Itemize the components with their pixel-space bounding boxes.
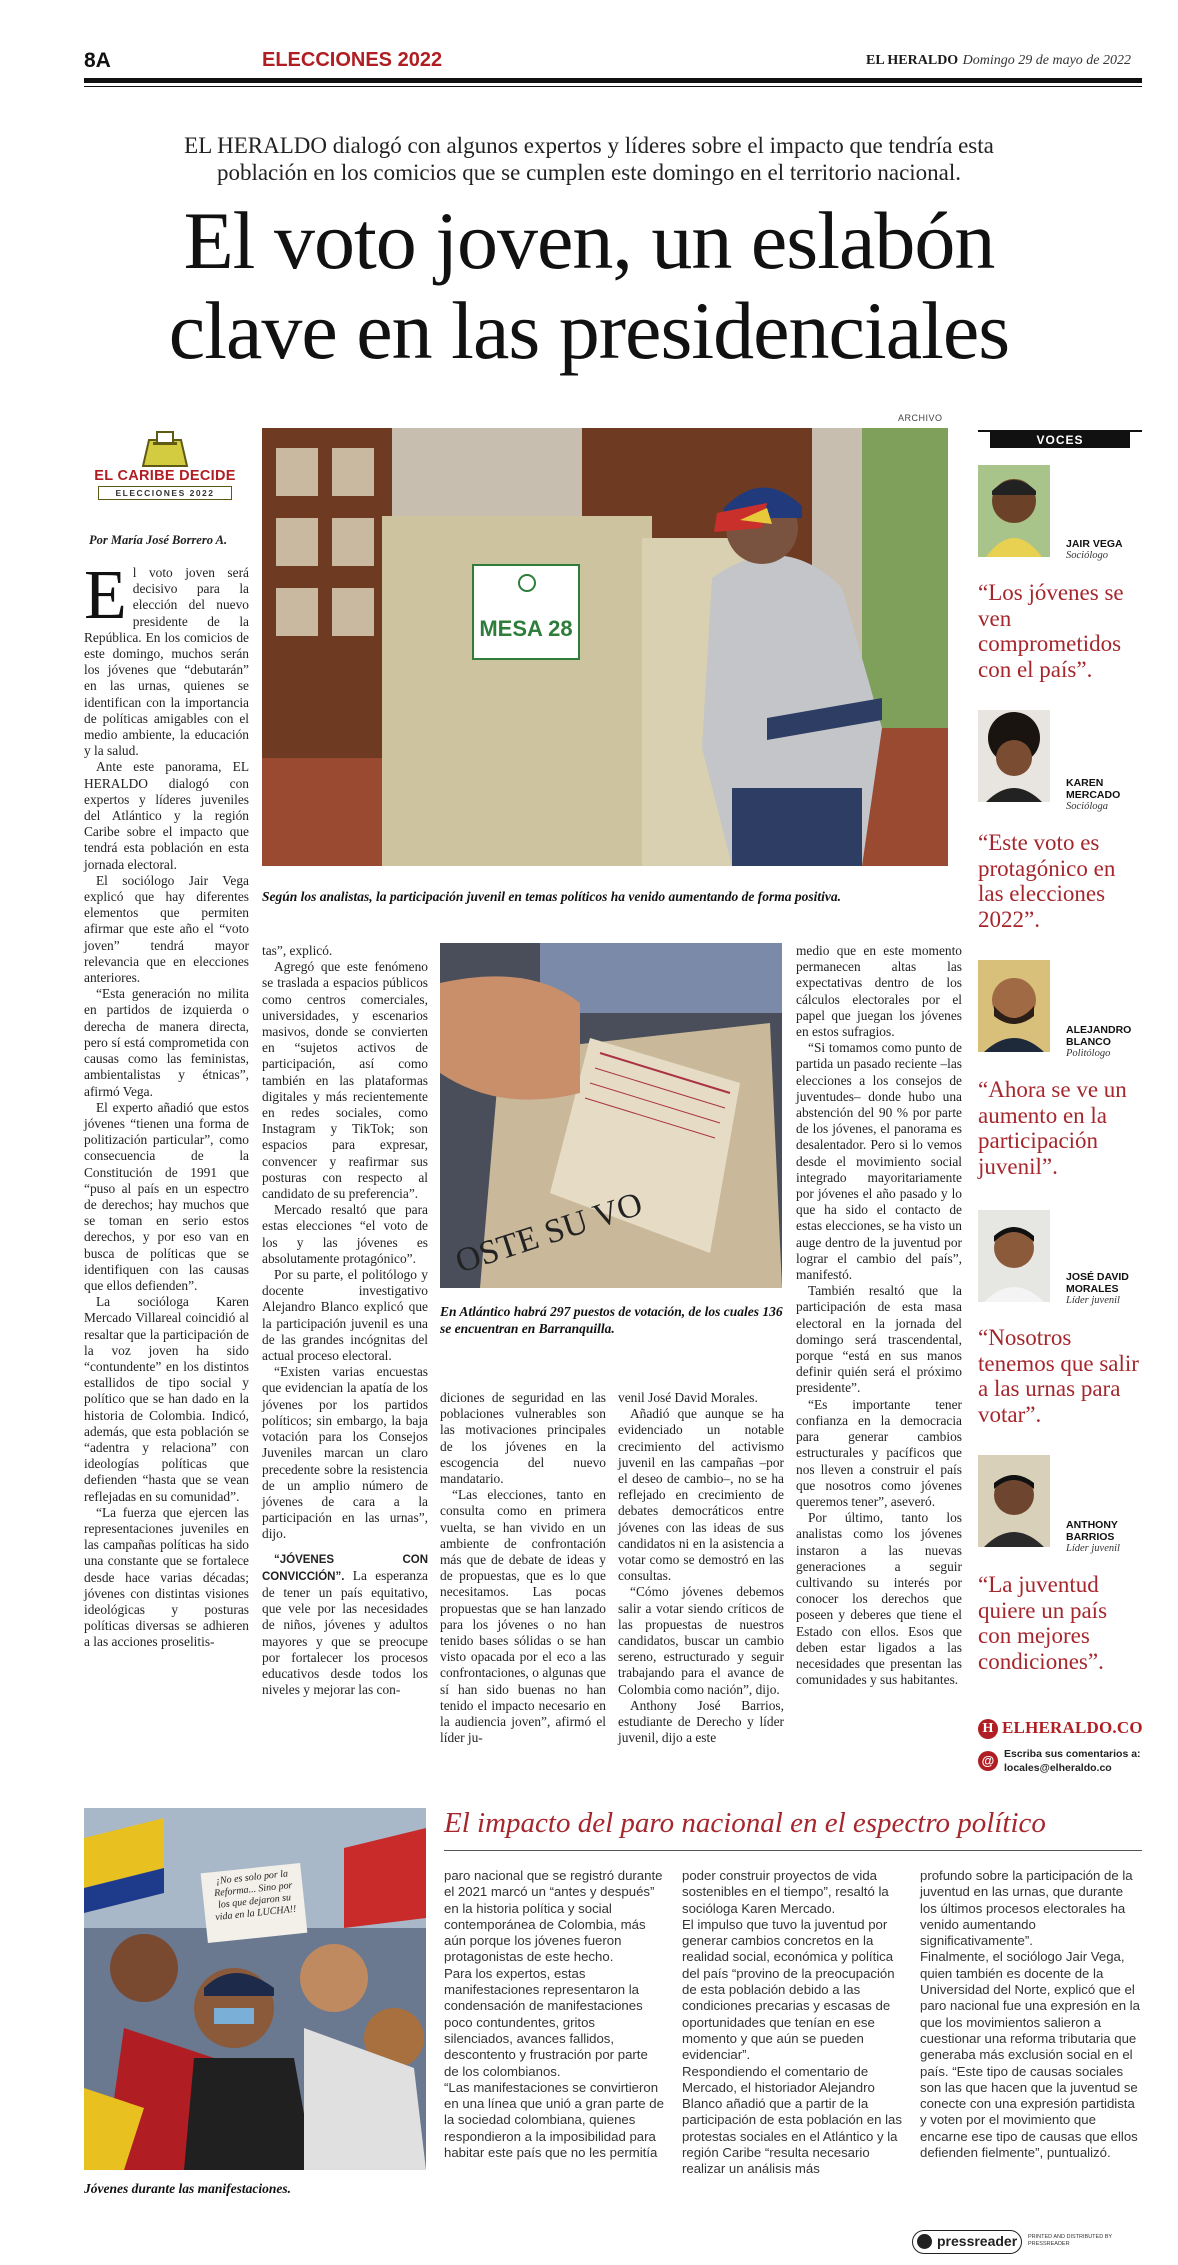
protest-photo-caption: Jóvenes durante las manifestaciones. <box>84 2181 292 2196</box>
header-meta <box>866 52 1131 69</box>
badge-title: EL CARIBE DECIDE <box>94 468 236 484</box>
col2-paragraph: Por su parte, el politólogo y docente investigativo Alejandro Blanco explicó que la participación juvenil es una de las grandes incógnitas del actual proceso electoral. <box>262 1267 428 1364</box>
protest-photo <box>84 1808 426 2170</box>
protest-sign: ¡No es solo por la Reforma... Sino por los que dejaron su vida en la LUCHA!! <box>213 1868 297 1924</box>
sidebar-col2-paragraph: poder construir proyectos de vida sostenibles en el tiempo”, resaltó la socióloga Karen Mercado. <box>682 1868 889 1916</box>
ballot-photo-caption: En Atlántico habrá 297 puestos de votación, de los cuales 136 se encuentran en Barranquilla. <box>440 1304 783 1336</box>
voice-role: Líder juvenil <box>1066 1295 1120 1306</box>
pressreader-logo[interactable] <box>912 2230 1022 2254</box>
col2-subhead: “JÓVENES CON CONVICCIÓN”. <box>262 1553 428 1583</box>
sidebar-headline: El impacto del paro nacional en el espectro político <box>444 1807 1046 1839</box>
headline-line-1: El voto joven, un eslabón <box>183 195 995 286</box>
voting-booth-illustration <box>262 428 948 866</box>
comment-prompt: Escriba sus comentarios a: <box>1004 1748 1141 1760</box>
article-deck: EL HERALDO dialogó con algunos expertos y líderes sobre el impacto que tendría esta población en los comicios que se cumplen este domingo en el territorio nacional. <box>184 133 994 185</box>
voice-quote: “Ahora se ve un aumento en la participación juvenil”. <box>978 1077 1127 1179</box>
col3-paragraph: “Las elecciones, tanto en consulta como en primera vuelta, se han vivido en un ambiente de confrontación más que de debate de ideas y de propuestas, que es lo que necesitamos. Las pocas propuestas que se han lanzado para los jóvenes o no han tenido bases sólidas o se han visto opacada por el eco a las confrontaciones, o algunas que sí han sido buenas no han tenido el impacto necesario en la audiencia joven”, afirmó el líder ju- <box>440 1487 606 1746</box>
col2-subhead-paragraph <box>262 1551 428 1699</box>
section-title: ELECCIONES 2022 <box>262 49 443 71</box>
paper-name: EL HERALDO <box>866 53 959 68</box>
drop-cap: E <box>84 557 127 634</box>
email-icon: @ <box>978 1751 998 1771</box>
sidebar-column-3 <box>920 1868 1142 2161</box>
ballot-box-icon <box>135 430 195 468</box>
voice-role: Socióloga <box>1066 801 1108 812</box>
col1-paragraph: “La fuerza que ejercen las representaciones juveniles en las campañas políticas ha sido una constante que se fortalece desde hace varias décadas; jóvenes con distintas visiones ideológicas y posturas políticas diversas se adhieren a las acciones proselitis- <box>84 1504 249 1650</box>
voice-role: Politólogo <box>1066 1048 1111 1059</box>
article-headline <box>60 196 1118 376</box>
sidebar-col2-paragraph: El impulso que tuvo la juventud por generar cambios concretos en la realidad social, económica y política del país “provino de la preocupación de esta población debido a las condiciones precarias y escasas de oportunidades que tenían en ese momento y que aún se pueden evidenciar”. <box>682 1916 895 2063</box>
caribe-decide-badge <box>84 430 246 502</box>
avatar-jose-david-morales <box>978 1210 1050 1302</box>
col1-paragraph: El sociólogo Jair Vega explicó que hay diferentes elementos que permiten afirmar que este año el “voto joven” tendrá mayor relevancia que en elecciones anteriores. <box>84 872 249 986</box>
sidebar-headline-rule <box>444 1850 1142 1851</box>
svg-text:OSTE SU VO: OSTE SU VO <box>451 1185 647 1281</box>
article-column-5 <box>796 943 962 1688</box>
col4-paragraph: venil José David Morales. <box>618 1390 758 1405</box>
article-column-4 <box>618 1390 784 1746</box>
voice-quote: “La juventud quiere un país con mejores condiciones”. <box>978 1572 1108 1674</box>
col2-subhead-text: La esperanza de tener un país equitativo, que vele por las necesidades de niños, jóvenes y adultos mayores y que se preocupe por fortalecer los procesos educativos desde todos los niveles y mejorar las con- <box>262 1567 428 1698</box>
voice-name: KAREN MERCADO <box>1066 777 1121 801</box>
mesa-sign <box>472 564 580 660</box>
main-photo-caption: Según los analistas, la participación juvenil en temas políticos ha venido aumentando de forma positiva. <box>262 889 842 904</box>
ballot-photo <box>440 943 782 1288</box>
sidebar-col1-paragraph: “Las manifestaciones se convirtieron en una línea que unió a gran parte de la sociedad colombiana, quienes respondieron a la imposibilidad para habitar este país que no les permitía <box>444 2079 664 2161</box>
col5-paragraph: “Si tomamos como punto de partida un pasado reciente –las elecciones a los consejos de juventudes– donde hubo una abstención del 90 % por parte de los jóvenes, el panorama es desalentador. Pero si lo vemos desde el movimiento social integrado mayoritariamente por jóvenes el año pasado y lo que ha sido el contacto de estas elecciones, se ha visto un auge dentro de la juventud por lograr el cambio del país”, manifestó. <box>796 1040 962 1283</box>
col1-paragraph: Ante este panorama, EL HERALDO dialogó con expertos y líderes juveniles del Atlántico y la región Caribe sobre el impacto que tendrá esta población en esta jornada electoral. <box>84 759 249 872</box>
col5-paragraph: Por último, tanto los analistas como los jóvenes instaron a las nuevas generaciones a seguir cultivando su interés por conocer los derechos que poseen y deberes que tiene el Estado con ellos. Esos que deben estar ligados a las necesidades que presentan las comunidades y sus habitantes. <box>796 1510 962 1688</box>
pressreader-fine-print: PRINTED AND DISTRIBUTED BY PRESSREADER <box>1028 2234 1112 2247</box>
pressreader-wordmark: pressreader <box>937 2233 1018 2249</box>
col2-paragraph: Agregó que este fenómeno se traslada a espacios públicos como centros comerciales, universidades, y escenarios masivos, donde se convierten en “sujetos activos de participación, así como también en las plataformas digitales y más recientemente en redes sociales, como Instagram y TikTok; son espacios para expresar, convencer y reafirmar sus posturas con respecto al candidato de su preferencia”. <box>262 959 428 1202</box>
main-photo <box>262 428 948 866</box>
voice-name: JOSÉ DAVID MORALES <box>1066 1271 1129 1295</box>
protest-illustration <box>84 1808 426 2170</box>
ballot-illustration <box>440 943 782 1288</box>
site-logo[interactable] <box>978 1718 1142 1740</box>
col1-paragraph: La socióloga Karen Mercado Villareal coincidió al resaltar que la participación de la voz joven ha sido “contundente” en los distintos estallidos de tipo social y político que se han dado en la historia de Colombia. Indicó, además, que esta población se “adentra y relaciona” con ideologías políticas que defienden “hasta que se vean reflejadas en su comunidad”. <box>84 1294 249 1504</box>
avatar-anthony-barrios <box>978 1455 1050 1547</box>
comment-block <box>978 1747 1142 1777</box>
mesa-sign-label: MESA 28 <box>479 616 573 641</box>
voice-quote: “Este voto es protagónico en las elecciones 2022”. <box>978 830 1116 932</box>
voices-title: VOCES <box>990 432 1130 448</box>
issue-date: Domingo 29 de mayo de 2022 <box>962 53 1132 68</box>
col4-paragraph: “Cómo jóvenes debemos salir a votar siendo críticos de las propuestas de nuestros candidatos, buscar un cambio sereno, estructurado y seguir trabajando para el avance de Colombia como nación”, dijo. <box>618 1584 784 1697</box>
byline: Por María José Borrero A. <box>89 533 228 547</box>
col3-paragraph: diciones de seguridad en las poblaciones vulnerables son las motivaciones principales de los jóvenes en la escogencia del nuevo mandatario. <box>440 1390 606 1487</box>
col2-paragraph: “Existen varias encuestas que evidencian la apatía de los jóvenes por los partidos políticos; sin embargo, la baja votación para los Consejos Juveniles marcan un claro precedente sobre la resistencia de un amplio número de jóvenes de cara a la participación en las urnas”, dijo. <box>262 1364 428 1542</box>
col5-paragraph: medio que en este momento permanecen altas las expectativas dentro de los cálculos electorales por el papel que juegan los jóvenes en estos sufragios. <box>796 943 962 1040</box>
col2-paragraph: tas”, explicó. <box>262 943 333 958</box>
sidebar-column-2 <box>682 1868 904 2178</box>
avatar-jair-vega <box>978 465 1050 557</box>
comment-email-link[interactable]: locales@elheraldo.co <box>1004 1762 1112 1774</box>
col4-paragraph: Añadió que aunque se ha evidenciado un notable crecimiento del activismo juvenil en las campañas –por el deseo de cambio–, no se ha reflejado en crecimiento de debates democráticos entre jóvenes con las ideas de sus candidatos ni en la asistencia a votar como se demostró en las consultas. <box>618 1406 784 1584</box>
col5-paragraph: “Es importante tener confianza en la democracia para generar cambios estructurales y pacíficos que nos lleven a construir el país que nosotros como jóvenes queremos tener”, aseveró. <box>796 1396 962 1509</box>
article-column-3 <box>440 1390 606 1746</box>
badge-subtitle: ELECCIONES 2022 <box>98 486 232 500</box>
col1-paragraph: “Esta generación no milita en partidos de izquierda o derecha de manera directa, pero sí está comprometida con causas como las feministas, ambientalistas y étnicas”, afirmó Vega. <box>84 986 249 1099</box>
registraduria-icon <box>518 574 536 592</box>
photo-credit: ARCHIVO <box>898 413 943 423</box>
col4-paragraph: Anthony José Barrios, estudiante de Derecho y líder juvenil, dijo a este <box>618 1697 784 1746</box>
sidebar-column-1 <box>444 1868 666 2161</box>
avatar-alejandro-blanco <box>978 960 1050 1052</box>
sidebar-col3-paragraph: profundo sobre la participación de la juventud en las urnas, que durante los últimos procesos electorales ha venido aumentando significativamente”. <box>920 1868 1133 1949</box>
voice-quote: “Nosotros tenemos que salir a las urnas para votar”. <box>978 1325 1139 1427</box>
voice-role: Líder juvenil <box>1066 1543 1120 1554</box>
voice-name: JAIR VEGA <box>1066 538 1123 550</box>
col5-paragraph: También resaltó que la participación de esta masa electoral en la jornada del domingo será trascendental, porque “está en sus manos definir quién será el próximo presidente”. <box>796 1283 962 1396</box>
sidebar-col2-paragraph: Respondiendo el comentario de Mercado, el historiador Alejandro Blanco añadió que a partir de la participación de esta población en las protestas sociales en el Atlántico y la región Caribe “resulta necesario realizar un análisis más <box>682 2063 902 2177</box>
sidebar-col1-paragraph: Para los expertos, estas manifestaciones representaron la condensación de manifestaciones poco contundentes, gritos silenciados, avances fallidos, descontento y frustración por parte de los colombianos. <box>444 1965 648 2079</box>
site-logo-icon: H <box>978 1719 998 1739</box>
voice-quote: “Los jóvenes se ven comprometidos con el país”. <box>978 580 1124 682</box>
header-rule-thin <box>84 86 1142 87</box>
col1-paragraph: El experto añadió que estos jóvenes “tienen una forma de politización particular”, como consecuencia de la Constitución de 1991 que “puso al país en un espectro de derechos; hay muchos que se toman en serio estos derechos, y por eso van en busca de políticas que se identifiquen con las causas que ellos defienden”. <box>84 1099 249 1293</box>
header-rule <box>84 78 1142 83</box>
sidebar-col1-paragraph: paro nacional que se registró durante el 2021 marcó un “antes y después” en la historia política y social contemporánea de Colombia, más aún porque los jóvenes fueron protagonistas de este hecho. <box>444 1868 663 1965</box>
voice-role: Sociólogo <box>1066 550 1108 561</box>
article-column-1 <box>84 557 249 1651</box>
pressreader-icon <box>917 2234 932 2249</box>
page-number: 8A <box>84 49 111 72</box>
avatar-karen-mercado <box>978 710 1050 802</box>
voice-name: ALEJANDRO BLANCO <box>1066 1024 1132 1048</box>
headline-line-2: clave en las presidenciales <box>168 285 1010 376</box>
site-logo-text: ELHERALDO.CO <box>1002 1718 1143 1737</box>
voice-name: ANTHONY BARRIOS <box>1066 1519 1118 1543</box>
col2-paragraph: Mercado resaltó que para estas elecciones “el voto de los y las jóvenes es absolutamente protagónico”. <box>262 1202 428 1266</box>
article-column-2 <box>262 943 428 1698</box>
col1-paragraph: l voto joven será decisivo para la elección del nuevo presidente de la República. En los comicios de este domingo, muchos serán los jóvenes que “debutarán” en las urnas, quienes se identifican con la importancia de políticas amigables con el medio ambiente, la educación y la salud. <box>84 565 249 759</box>
sidebar-col3-paragraph: Finalmente, el sociólogo Jair Vega, quien también es docente de la Universidad del Norte, explicó que el paro nacional fue una expresión en la que los movimientos salieron a cuestionar una reforma tributaria que generaba más exclusión social en el país. “Este tipo de causas sociales son las que hacen que la juventud se conecte con una expresión partidista y voten por el movimiento que encarne ese tipo de causas que ellos defienden fielmente”, puntualizó. <box>920 1949 1140 2161</box>
